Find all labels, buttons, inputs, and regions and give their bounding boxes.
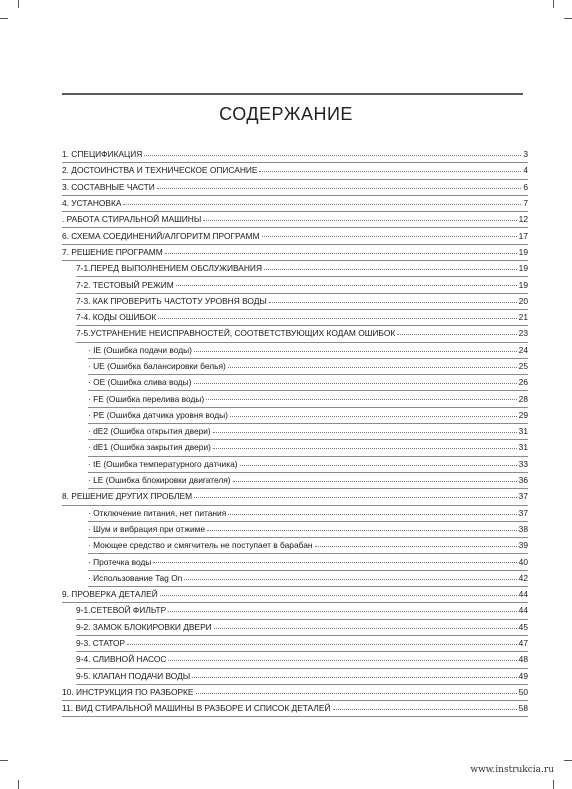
toc-entry-label: 2. ДОСТОИНСТВА И ТЕХНИЧЕСКОЕ ОПИСАНИЕ (62, 165, 258, 176)
header-rule (62, 93, 523, 95)
dot-leader (196, 685, 517, 694)
dot-leader (184, 571, 516, 580)
toc-entry[interactable] (62, 489, 528, 505)
toc-entry-page: 42 (518, 572, 528, 583)
toc-entry-label: · PE (Ошибка датчика уровня воды) (88, 409, 228, 420)
toc-entry-page: 37 (518, 507, 528, 518)
dot-leader (206, 391, 517, 400)
toc-entry-page: 44 (518, 589, 528, 600)
toc-entry[interactable] (88, 375, 528, 391)
toc-entry[interactable] (62, 587, 528, 603)
crop-mark (564, 760, 572, 761)
toc-entry-label: · Отключение питания, нет питания (88, 507, 227, 518)
dot-leader (228, 506, 516, 515)
dot-leader (168, 652, 516, 661)
toc-entry[interactable] (76, 669, 528, 685)
toc-entry-page: 33 (518, 458, 528, 469)
dot-leader (262, 228, 517, 237)
toc-entry-label: 10. ИНСТРУКЦИЯ ПО РАЗБОРКЕ (62, 686, 194, 697)
toc-entry-label: 9-2. ЗАМОК БЛОКИРОВКИ ДВЕРИ (76, 621, 212, 632)
toc-entry[interactable] (88, 440, 528, 456)
toc-entry[interactable] (76, 652, 528, 668)
toc-entry-page: 25 (518, 361, 528, 371)
toc-entry-label: · OE (Ошибка слива воды) (88, 377, 192, 388)
toc-entry[interactable] (88, 391, 528, 407)
toc-entry[interactable] (76, 294, 528, 310)
toc-entry-label: 7-2. ТЕСТОВЫЙ РЕЖИМ (76, 279, 174, 290)
toc-entry-label: 7-1.ПЕРЕД ВЫПОЛНЕНИЕМ ОБСЛУЖИВАНИЯ (76, 263, 262, 274)
dot-leader (127, 636, 517, 645)
toc-entry-page: 31 (518, 426, 528, 437)
toc-entry-label: 9. ПРОВЕРКА ДЕТАЛЕЙ (62, 589, 158, 600)
dot-leader (168, 603, 516, 612)
dot-leader (176, 277, 517, 286)
toc-entry-label: · FE (Ошибка перелива воды) (88, 393, 205, 404)
toc-entry[interactable] (88, 473, 528, 489)
toc-entry[interactable] (62, 212, 528, 228)
toc-entry[interactable] (88, 359, 528, 375)
dot-leader (397, 326, 516, 335)
crop-mark (553, 780, 554, 789)
toc-entry-label: 7-5.УСТРАНЕНИЕ НЕИСПРАВНОСТЕЙ, СООТВЕТСТВУЮЩИХ КОДАМ ОШИБОК (76, 328, 396, 339)
toc-entry-page: 49 (518, 670, 528, 681)
toc-entry-page: 19 (518, 246, 528, 257)
toc-entry-label: 3. СОСТАВНЫЕ ЧАСТИ (62, 181, 155, 192)
dot-leader (315, 538, 517, 547)
crop-mark (553, 0, 554, 8)
toc-entry-label: 9-5. КЛАПАН ПОДАЧИ ВОДЫ (76, 670, 191, 681)
crop-mark (0, 760, 8, 761)
dot-leader (192, 669, 516, 678)
toc-entry-page: 47 (518, 638, 528, 649)
footer-url: www.instrukcia.ru (470, 765, 554, 775)
toc-entry-label: 9-4. СЛИВНОЙ НАСОС (76, 654, 167, 665)
dot-leader (165, 245, 517, 254)
dot-leader (160, 587, 517, 596)
dot-leader (157, 180, 522, 189)
toc-entry[interactable] (76, 603, 528, 619)
toc-entry[interactable] (88, 554, 528, 570)
dot-leader (194, 375, 517, 384)
toc-entry-label: 9-3. СТАТОР (76, 638, 126, 649)
toc-entry-label: 4. УСТАНОВКА (62, 198, 122, 209)
toc-entry-label: 7. РЕШЕНИЕ ПРОГРАММ (62, 246, 163, 257)
dot-leader (123, 196, 521, 205)
toc-entry-page: 45 (518, 621, 528, 632)
toc-entry[interactable] (88, 457, 528, 473)
dot-leader (233, 473, 517, 482)
toc-entry-label: · UE (Ошибка балансировки белья) (88, 361, 226, 371)
toc-entry-label: · Протечка воды (88, 556, 152, 567)
dot-leader (269, 294, 517, 303)
toc-entry[interactable] (62, 228, 528, 244)
table-of-contents (62, 147, 528, 717)
toc-entry-label: 7-4. КОДЫ ОШИБОК (76, 312, 157, 323)
toc-entry-label: 6. СХЕМА СОЕДИНЕНИЙ/АЛГОРИТМ ПРОГРАММ (62, 230, 260, 241)
toc-entry-label: · tE (Ошибка температурного датчика) (88, 458, 238, 469)
dot-leader (144, 147, 521, 156)
dot-leader (230, 408, 517, 417)
toc-entry-label: · Моющее средство и смягчитель не поступает в барабан (88, 540, 313, 551)
toc-entry-page: 36 (518, 475, 528, 486)
toc-entry-label: · LE (Ошибка блокировки двигателя) (88, 475, 231, 486)
dot-leader (264, 261, 517, 270)
toc-entry-label: 8. РЕШЕНИЕ ДРУГИХ ПРОБЛЕМ (62, 491, 193, 502)
toc-entry-page: 19 (518, 263, 528, 274)
toc-entry-page: 12 (518, 214, 528, 225)
toc-entry-page: 20 (518, 295, 528, 306)
toc-entry-page: 29 (518, 409, 528, 420)
toc-entry[interactable] (62, 685, 528, 701)
dot-leader (228, 359, 517, 368)
toc-entry-label: 7-3. КАК ПРОВЕРИТЬ ЧАСТОТУ УРОВНЯ ВОДЫ (76, 295, 267, 306)
toc-entry-label: · Использование Tag On (88, 572, 183, 583)
dot-leader (203, 212, 516, 221)
toc-entry-page: 38 (518, 523, 528, 534)
toc-entry[interactable] (62, 245, 528, 261)
toc-entry-page: 39 (518, 540, 528, 551)
toc-entry[interactable] (88, 424, 528, 440)
crop-mark (564, 18, 572, 19)
toc-entry-page: 17 (518, 230, 528, 241)
page-title: СОДЕРЖАНИЕ (219, 104, 353, 124)
dot-leader (213, 440, 517, 449)
toc-entry[interactable] (76, 620, 528, 636)
toc-entry-page: 58 (518, 703, 528, 714)
toc-entry-label: 9-1.СЕТЕВОЙ ФИЛЬТР (76, 605, 167, 616)
toc-entry-page: 26 (518, 377, 528, 388)
toc-entry-page: 21 (518, 312, 528, 323)
dot-leader (214, 620, 517, 629)
toc-entry[interactable] (76, 261, 528, 277)
toc-entry[interactable] (76, 310, 528, 326)
toc-entry-page: 19 (518, 279, 528, 290)
dot-leader (158, 310, 516, 319)
toc-entry-label: · dE2 (Ошибка открытия двери) (88, 426, 211, 437)
crop-mark (18, 0, 19, 8)
toc-entry[interactable] (76, 326, 528, 342)
toc-entry-page: 28 (518, 393, 528, 404)
toc-entry[interactable] (62, 196, 528, 212)
dot-leader (194, 343, 517, 352)
dot-leader (213, 424, 517, 433)
toc-entry-page: 31 (518, 442, 528, 453)
crop-mark (18, 780, 19, 789)
toc-entry[interactable] (88, 522, 528, 538)
toc-entry-page: 3 (523, 149, 528, 160)
toc-entry[interactable] (76, 277, 528, 293)
toc-entry-label: · dE1 (Ошибка закрытия двери) (88, 442, 211, 453)
dot-leader (194, 489, 517, 498)
toc-entry[interactable] (88, 538, 528, 554)
toc-entry[interactable] (88, 571, 528, 587)
toc-entry-page: 4 (523, 165, 528, 176)
toc-entry-page: 7 (523, 198, 528, 209)
crop-mark (0, 18, 8, 19)
toc-entry[interactable] (62, 163, 528, 179)
toc-entry-page: 50 (518, 686, 528, 697)
toc-entry[interactable] (62, 180, 528, 196)
dot-leader (259, 163, 521, 172)
toc-entry-page: 24 (518, 344, 528, 355)
dot-leader (153, 554, 516, 563)
dot-leader (207, 522, 517, 531)
dot-leader (333, 701, 517, 710)
toc-entry-page: 48 (518, 654, 528, 665)
toc-entry[interactable] (88, 506, 528, 522)
toc-entry[interactable] (62, 701, 528, 717)
toc-entry-page: 37 (518, 491, 528, 502)
toc-entry-page: 6 (523, 181, 528, 192)
toc-entry[interactable] (88, 408, 528, 424)
toc-entry-page: 44 (518, 605, 528, 616)
toc-entry-label: 11. ВИД СТИРАЛЬНОЙ МАШИНЫ В РАЗБОРЕ И СПИСОК ДЕТАЛЕЙ (62, 703, 331, 714)
dot-leader (240, 457, 517, 466)
toc-entry-label: 1. СПЕЦИФИКАЦИЯ (62, 149, 143, 160)
toc-entry[interactable] (62, 147, 528, 163)
toc-entry-label: · IE (Ошибка подачи воды) (88, 344, 192, 355)
toc-entry-page: 40 (518, 556, 528, 567)
toc-entry-label: . РАБОТА СТИРАЛЬНОЙ МАШИНЫ (62, 214, 202, 225)
toc-entry-label: · Шум и вибрация при отжиме (88, 523, 206, 534)
toc-entry-page: 23 (518, 328, 528, 339)
toc-entry[interactable] (76, 636, 528, 652)
toc-entry[interactable] (88, 343, 528, 359)
